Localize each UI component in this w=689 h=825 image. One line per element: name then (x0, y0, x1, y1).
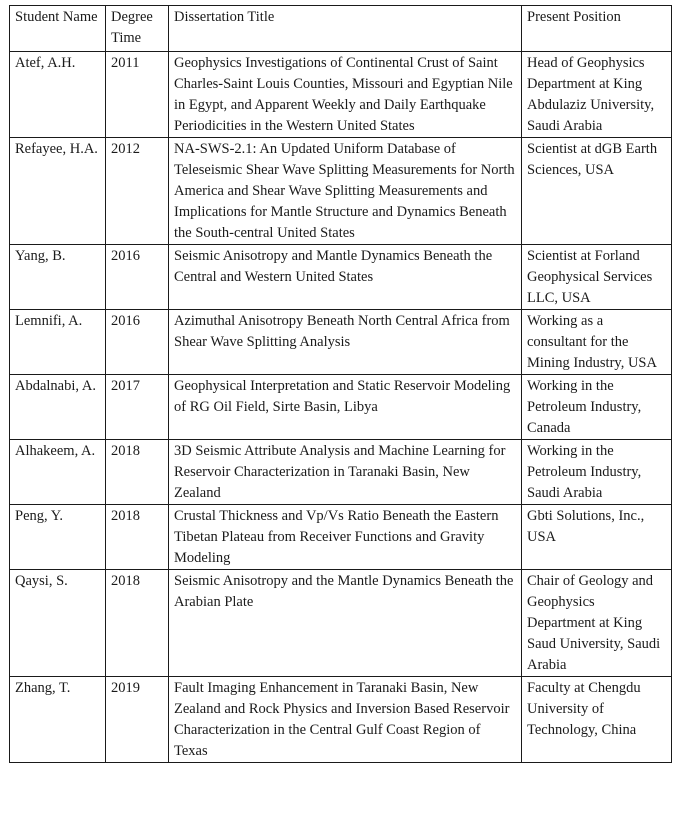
table-row (10, 138, 672, 245)
dissertation-title-cell: Seismic Anisotropy and Mantle Dynamics Beneath the Central and Western United States (169, 245, 522, 310)
degree-time-cell: 2011 (106, 52, 169, 138)
student-name-cell: Alhakeem, A. (10, 440, 106, 505)
dissertation-title-cell: NA-SWS-2.1: An Updated Uniform Database of Teleseismic Shear Wave Splitting Measurements for North America and Shear Wave Splitting Measurements and Implications for Mantle Structure and Dynamics Beneath the South-central United States (169, 138, 522, 245)
present-position-cell: Working as a consultant for the Mining Industry, USA (522, 310, 672, 375)
dissertation-title-cell: Fault Imaging Enhancement in Taranaki Basin, New Zealand and Rock Physics and Inversion Based Reservoir Characterization in the Central Gulf Coast Region of Texas (169, 677, 522, 763)
student-name-cell: Qaysi, S. (10, 570, 106, 677)
table-body (10, 52, 672, 763)
dissertation-title-cell: 3D Seismic Attribute Analysis and Machine Learning for Reservoir Characterization in Taranaki Basin, New Zealand (169, 440, 522, 505)
present-position-cell: Scientist at dGB Earth Sciences, USA (522, 138, 672, 245)
present-position-cell: Working in the Petroleum Industry, Saudi Arabia (522, 440, 672, 505)
table-row (10, 375, 672, 440)
table-row (10, 245, 672, 310)
degree-time-cell: 2018 (106, 440, 169, 505)
dissertation-title-cell: Crustal Thickness and Vp/Vs Ratio Beneath the Eastern Tibetan Plateau from Receiver Functions and Gravity Modeling (169, 505, 522, 570)
present-position-cell: Chair of Geology and Geophysics Department at King Saud University, Saudi Arabia (522, 570, 672, 677)
table-row (10, 52, 672, 138)
student-name-cell: Atef, A.H. (10, 52, 106, 138)
table-row (10, 570, 672, 677)
degree-time-cell: 2016 (106, 245, 169, 310)
header-dissertation-title: Dissertation Title (169, 6, 522, 52)
present-position-cell: Faculty at Chengdu University of Technology, China (522, 677, 672, 763)
degree-time-cell: 2017 (106, 375, 169, 440)
dissertation-title-cell: Seismic Anisotropy and the Mantle Dynamics Beneath the Arabian Plate (169, 570, 522, 677)
header-present-position: Present Position (522, 6, 672, 52)
dissertation-title-cell: Geophysics Investigations of Continental Crust of Saint Charles-Saint Louis Counties, Missouri and Egyptian Nile in Egypt, and Apparent Weekly and Daily Earthquake Periodicities in the Western United States (169, 52, 522, 138)
header-row (10, 6, 672, 52)
table-row (10, 677, 672, 763)
dissertation-title-cell: Azimuthal Anisotropy Beneath North Central Africa from Shear Wave Splitting Analysis (169, 310, 522, 375)
present-position-cell: Working in the Petroleum Industry, Canada (522, 375, 672, 440)
table-row (10, 310, 672, 375)
student-name-cell: Yang, B. (10, 245, 106, 310)
degree-time-cell: 2018 (106, 570, 169, 677)
table-row (10, 505, 672, 570)
present-position-cell: Head of Geophysics Department at King Abdulaziz University, Saudi Arabia (522, 52, 672, 138)
degree-time-cell: 2012 (106, 138, 169, 245)
header-degree-time: Degree Time (106, 6, 169, 52)
dissertation-table (9, 5, 672, 763)
present-position-cell: Gbti Solutions, Inc., USA (522, 505, 672, 570)
dissertation-title-cell: Geophysical Interpretation and Static Reservoir Modeling of RG Oil Field, Sirte Basin, Libya (169, 375, 522, 440)
student-name-cell: Refayee, H.A. (10, 138, 106, 245)
table-row (10, 440, 672, 505)
student-name-cell: Lemnifi, A. (10, 310, 106, 375)
student-name-cell: Zhang, T. (10, 677, 106, 763)
present-position-cell: Scientist at Forland Geophysical Services LLC, USA (522, 245, 672, 310)
degree-time-cell: 2019 (106, 677, 169, 763)
student-name-cell: Abdalnabi, A. (10, 375, 106, 440)
degree-time-cell: 2018 (106, 505, 169, 570)
header-student-name: Student Name (10, 6, 106, 52)
student-name-cell: Peng, Y. (10, 505, 106, 570)
degree-time-cell: 2016 (106, 310, 169, 375)
